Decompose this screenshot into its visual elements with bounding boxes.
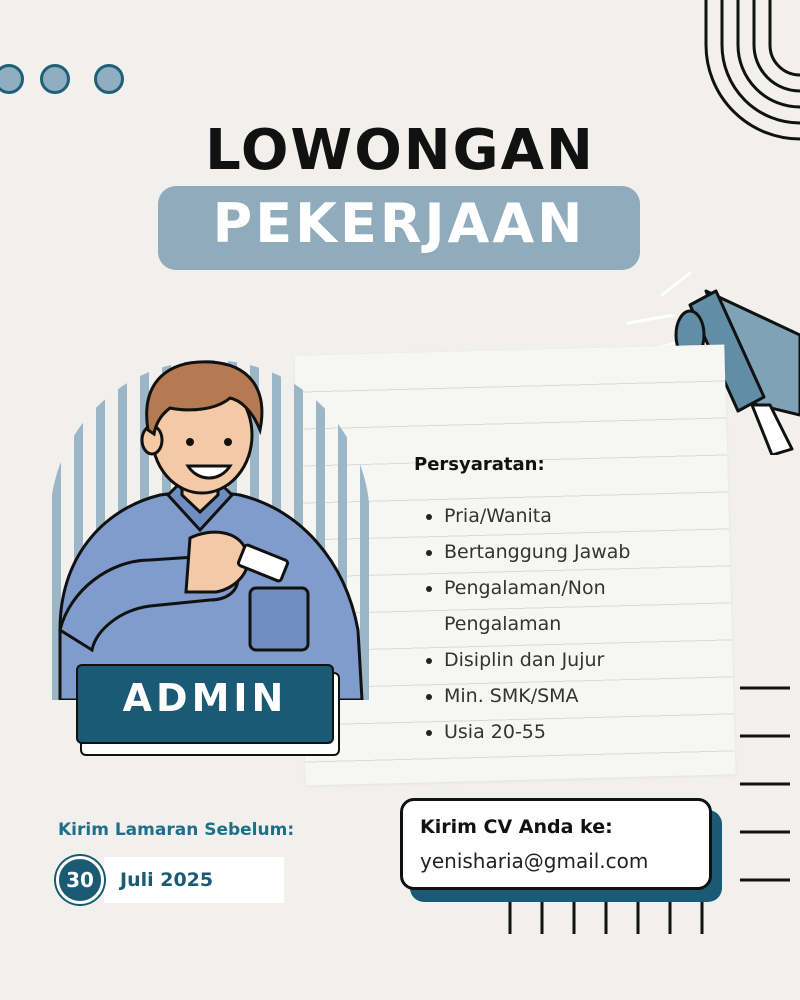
contact-email: yenisharia@gmail.com	[420, 849, 649, 873]
deadline-day: 30	[56, 856, 104, 904]
deadline-label: Kirim Lamaran Sebelum:	[58, 820, 295, 840]
decor-dot-1	[0, 64, 24, 94]
requirement-item: Pria/Wanita	[426, 498, 694, 534]
headline-pekerjaan: PEKERJAAN	[212, 192, 586, 255]
deadline-month-year: Juli 2025	[120, 869, 214, 891]
requirements-title: Persyaratan:	[414, 454, 545, 475]
requirement-item: Usia 20-55	[426, 714, 694, 750]
position-label: ADMIN	[122, 676, 288, 720]
contact-title: Kirim CV Anda ke:	[420, 816, 613, 838]
requirement-item: Min. SMK/SMA	[426, 678, 694, 714]
headline-lowongan: LOWONGAN	[205, 118, 595, 183]
person-illustration	[40, 330, 380, 700]
requirement-item: Pengalaman/Non Pengalaman	[426, 570, 694, 642]
decor-dot-2	[40, 64, 70, 94]
requirement-item: Bertanggung Jawab	[426, 534, 694, 570]
requirement-item: Disiplin dan Jujur	[426, 642, 694, 678]
decor-dot-3	[94, 64, 124, 94]
contact-box	[400, 798, 712, 890]
